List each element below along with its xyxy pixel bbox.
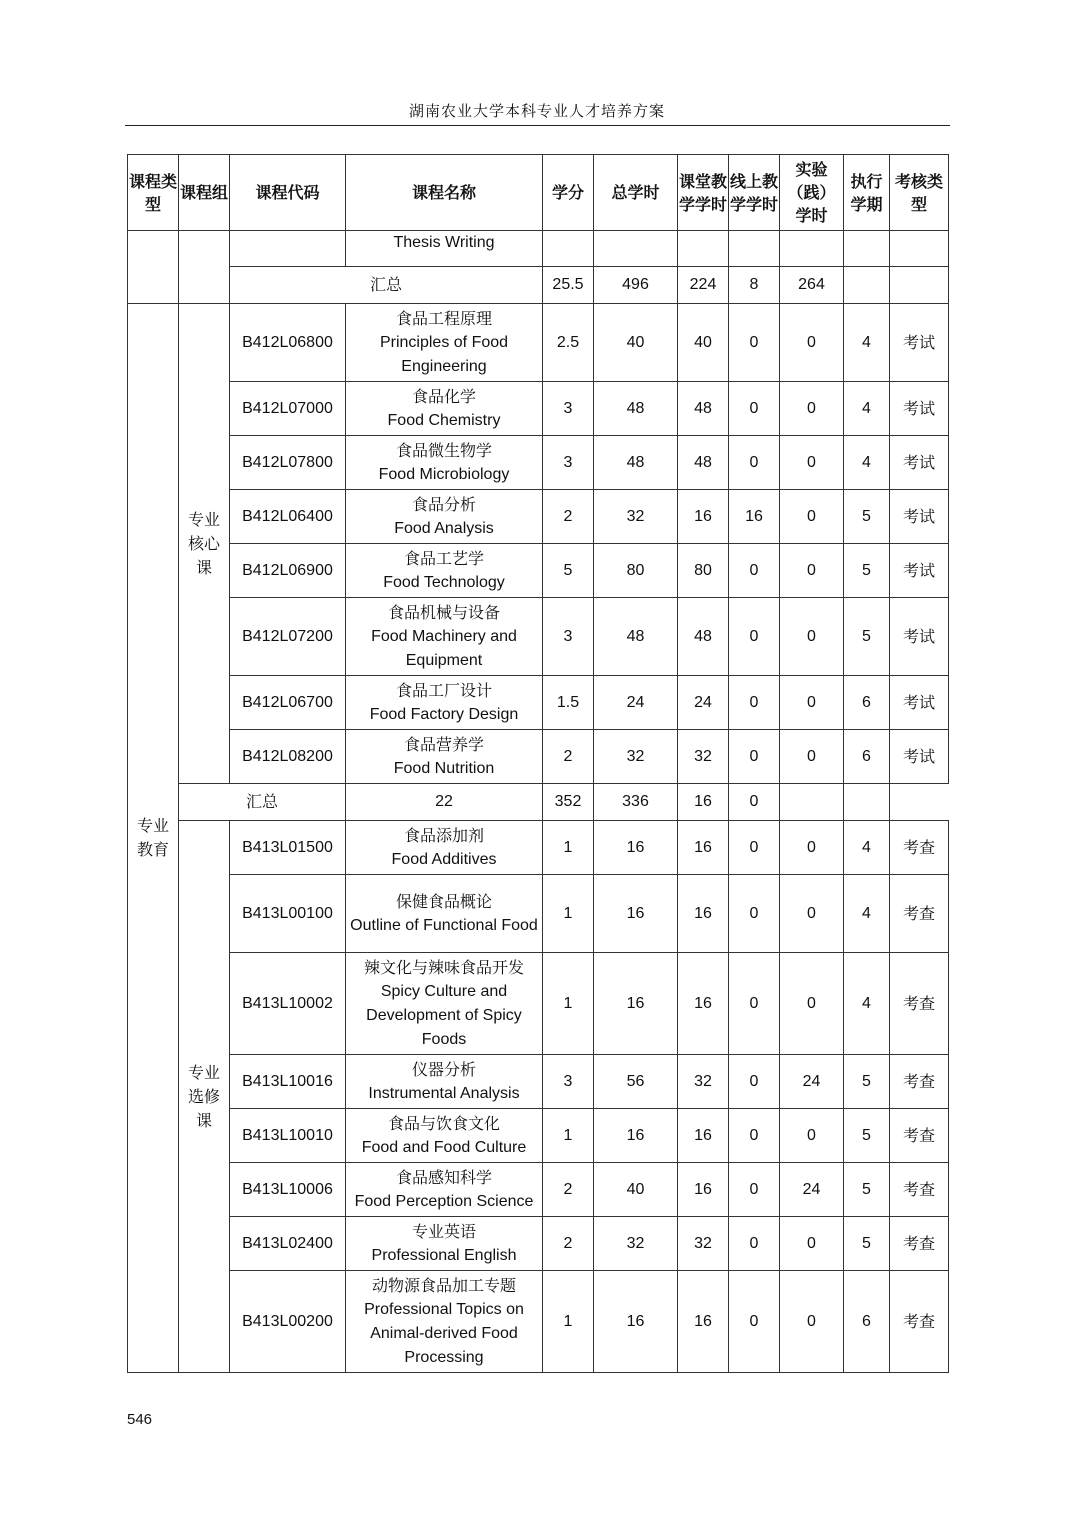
class-hours-cell: 32 — [678, 1217, 729, 1271]
course-code-cell: B413L10006 — [230, 1163, 346, 1217]
semester-cell: 5 — [844, 1163, 890, 1217]
course-name-cn: 辣文化与辣味食品开发 — [363, 957, 524, 977]
total-hours-cell: 16 — [594, 875, 678, 953]
course-name-cell — [346, 598, 543, 676]
summary-lab-hours: 264 — [780, 267, 844, 304]
course-name-cn: 食品添加剂 — [403, 825, 484, 845]
course-name-en: Professional Topics on Animal-derived Food Processing — [364, 1300, 524, 1366]
course-group-cell — [179, 304, 230, 784]
total-hours-cell: 40 — [594, 304, 678, 382]
course-code-cell: B412L07000 — [230, 382, 346, 436]
exam-type-cell: 考试 — [890, 730, 949, 784]
course-name-cn: 食品化学 — [411, 386, 476, 406]
exam-type-cell: 考查 — [890, 875, 949, 953]
total-hours-cell: 40 — [594, 1163, 678, 1217]
vertical-label-line: 课 — [195, 1110, 212, 1130]
course-type-cell — [128, 304, 179, 1373]
page-header-title: 湖南农业大学本科专业人才培养方案 — [408, 102, 665, 120]
class-hours-cell: 32 — [678, 730, 729, 784]
course-name-en: Food Additives — [391, 850, 497, 868]
class-hours-cell: 24 — [678, 676, 729, 730]
course-name-en: Food Technology — [383, 573, 505, 591]
credits-cell: 1 — [543, 1271, 594, 1373]
table-row — [128, 875, 949, 953]
credits-cell: 2.5 — [543, 304, 594, 382]
online-hours-cell: 0 — [729, 544, 780, 598]
course-name-cn: 食品营养学 — [403, 734, 484, 754]
vertical-label-line: 选修 — [187, 1086, 220, 1106]
summary-credits: 22 — [346, 784, 543, 821]
semester-cell: 6 — [844, 1271, 890, 1373]
online-hours-cell: 0 — [729, 676, 780, 730]
course-name-cn: 动物源食品加工专题 — [371, 1275, 516, 1295]
table-row — [128, 676, 949, 730]
header-class-hours: 课堂教学学时 — [678, 155, 729, 231]
course-code-cell: B413L10002 — [230, 953, 346, 1055]
exam-type-cell: 考试 — [890, 676, 949, 730]
semester-cell: 4 — [844, 382, 890, 436]
summary-empty-exam — [844, 784, 890, 821]
header-course-name: 课程名称 — [346, 155, 543, 231]
semester-cell: 4 — [844, 953, 890, 1055]
table-row — [128, 598, 949, 676]
total-hours-cell: 32 — [594, 490, 678, 544]
table-header-row — [128, 155, 949, 231]
prev-type-cell — [128, 231, 179, 304]
lab-hours-cell: 0 — [780, 304, 844, 382]
credits-cell: 3 — [543, 382, 594, 436]
prev-group-cell — [179, 231, 230, 304]
table-row — [128, 1163, 949, 1217]
header-online-hours: 线上教学学时 — [729, 155, 780, 231]
vertical-label-line: 教育 — [136, 840, 169, 859]
semester-cell: 6 — [844, 730, 890, 784]
empty-cell — [594, 231, 678, 267]
header-lab-hours: 实验（践）学时 — [780, 155, 844, 231]
total-hours-cell: 32 — [594, 730, 678, 784]
online-hours-cell: 0 — [729, 1217, 780, 1271]
exam-type-cell: 考试 — [890, 544, 949, 598]
course-plan-table — [127, 154, 949, 1373]
summary-empty-semester — [844, 267, 890, 304]
course-name-cell — [346, 304, 543, 382]
course-name-en: Food Nutrition — [393, 759, 495, 777]
total-hours-cell: 16 — [594, 1271, 678, 1373]
class-hours-cell: 16 — [678, 1109, 729, 1163]
header-semester: 执行学期 — [844, 155, 890, 231]
lab-hours-cell: 0 — [780, 821, 844, 875]
course-name-en: Food Microbiology — [378, 465, 510, 483]
course-name-cell — [346, 1163, 543, 1217]
course-name-en: Food Chemistry — [387, 411, 501, 429]
online-hours-cell: 0 — [729, 1271, 780, 1373]
course-name-cell — [346, 953, 543, 1055]
lab-hours-cell: 0 — [780, 730, 844, 784]
course-name-cell — [346, 875, 543, 953]
course-name-cell — [346, 1109, 543, 1163]
course-name-en: Principles of Food Engineering — [379, 333, 509, 375]
credits-cell: 2 — [543, 730, 594, 784]
online-hours-cell: 0 — [729, 875, 780, 953]
course-code-cell: B413L02400 — [230, 1217, 346, 1271]
semester-cell: 4 — [844, 821, 890, 875]
exam-type-cell: 考试 — [890, 304, 949, 382]
course-name-cn: 仪器分析 — [411, 1059, 476, 1079]
table-row — [128, 1055, 949, 1109]
table-row — [128, 231, 949, 267]
semester-cell: 5 — [844, 1217, 890, 1271]
credits-cell: 1 — [543, 953, 594, 1055]
online-hours-cell: 0 — [729, 1163, 780, 1217]
table-row — [128, 544, 949, 598]
header-exam-type: 考核类型 — [890, 155, 949, 231]
online-hours-cell: 0 — [729, 953, 780, 1055]
empty-cell — [678, 231, 729, 267]
total-hours-cell: 16 — [594, 953, 678, 1055]
lab-hours-cell: 0 — [780, 1271, 844, 1373]
course-name-cell — [346, 490, 543, 544]
table-row — [128, 730, 949, 784]
table-row — [128, 382, 949, 436]
table-row — [128, 1271, 949, 1373]
credits-cell: 1 — [543, 821, 594, 875]
class-hours-cell: 48 — [678, 598, 729, 676]
course-name-cn: 食品工程原理 — [395, 308, 492, 328]
course-code-cell: B412L07800 — [230, 436, 346, 490]
course-code-cell: B412L08200 — [230, 730, 346, 784]
credits-cell: 1 — [543, 1109, 594, 1163]
table-row — [128, 304, 949, 382]
course-code-cell: B412L07200 — [230, 598, 346, 676]
course-name-en: Instrumental Analysis — [368, 1084, 520, 1102]
semester-cell: 5 — [844, 544, 890, 598]
summary-online-hours: 8 — [729, 267, 780, 304]
course-name-cn: 食品与饮食文化 — [387, 1113, 500, 1133]
semester-cell: 4 — [844, 875, 890, 953]
class-hours-cell: 80 — [678, 544, 729, 598]
class-hours-cell: 16 — [678, 821, 729, 875]
exam-type-cell: 考查 — [890, 1055, 949, 1109]
prev-code-cell — [230, 231, 346, 267]
class-hours-cell: 16 — [678, 490, 729, 544]
credits-cell: 3 — [543, 436, 594, 490]
summary-lab-hours: 0 — [729, 784, 780, 821]
online-hours-cell: 0 — [729, 436, 780, 490]
empty-cell — [844, 231, 890, 267]
class-hours-cell: 48 — [678, 382, 729, 436]
online-hours-cell: 0 — [729, 382, 780, 436]
summary-online-hours: 16 — [678, 784, 729, 821]
course-name-cn: 食品工艺学 — [403, 548, 484, 568]
vertical-label-line: 专业 — [136, 816, 169, 835]
table-row — [128, 1217, 949, 1271]
lab-hours-cell: 0 — [780, 598, 844, 676]
lab-hours-cell: 0 — [780, 676, 844, 730]
lab-hours-cell: 0 — [780, 1109, 844, 1163]
empty-cell — [729, 231, 780, 267]
lab-hours-cell: 24 — [780, 1055, 844, 1109]
online-hours-cell: 16 — [729, 490, 780, 544]
exam-type-cell: 考查 — [890, 1163, 949, 1217]
summary-class-hours: 336 — [594, 784, 678, 821]
online-hours-cell: 0 — [729, 730, 780, 784]
course-name-cell — [346, 676, 543, 730]
summary-credits: 25.5 — [543, 267, 594, 304]
exam-type-cell: 考试 — [890, 436, 949, 490]
class-hours-cell: 16 — [678, 953, 729, 1055]
exam-type-cell: 考查 — [890, 1217, 949, 1271]
online-hours-cell: 0 — [729, 1109, 780, 1163]
summary-empty-exam — [890, 267, 949, 304]
course-name-en: Food Machinery and Equipment — [371, 627, 517, 669]
course-name-cn: 食品感知科学 — [395, 1167, 492, 1187]
header-course-type: 课程类型 — [128, 155, 179, 231]
online-hours-cell: 0 — [729, 821, 780, 875]
course-name-cn: 食品工厂设计 — [395, 680, 492, 700]
summary-label: 汇总 — [179, 784, 346, 821]
vertical-label-line: 专业 — [187, 509, 220, 529]
course-code-cell: B413L00100 — [230, 875, 346, 953]
course-name-cn: 食品微生物学 — [395, 440, 492, 460]
course-name-cn: 保健食品概论 — [395, 891, 492, 911]
header-total-hours: 总学时 — [594, 155, 678, 231]
table-row — [128, 1109, 949, 1163]
total-hours-cell: 48 — [594, 382, 678, 436]
course-name-cn: 专业英语 — [411, 1221, 476, 1241]
total-hours-cell: 24 — [594, 676, 678, 730]
header-course-group: 课程组 — [179, 155, 230, 231]
semester-cell: 5 — [844, 1109, 890, 1163]
course-name-cell — [346, 544, 543, 598]
empty-cell — [543, 231, 594, 267]
semester-cell: 4 — [844, 436, 890, 490]
summary-empty-semester — [780, 784, 844, 821]
total-hours-cell: 48 — [594, 598, 678, 676]
header-credits: 学分 — [543, 155, 594, 231]
total-hours-cell: 16 — [594, 1109, 678, 1163]
course-code-cell: B412L06700 — [230, 676, 346, 730]
class-hours-cell: 16 — [678, 1271, 729, 1373]
class-hours-cell: 16 — [678, 875, 729, 953]
lab-hours-cell: 0 — [780, 490, 844, 544]
course-name-en: Thesis Writing — [346, 231, 543, 267]
semester-cell: 6 — [844, 676, 890, 730]
header-course-code: 课程代码 — [230, 155, 346, 231]
summary-row — [128, 784, 949, 821]
class-hours-cell: 32 — [678, 1055, 729, 1109]
course-code-cell: B413L01500 — [230, 821, 346, 875]
credits-cell: 1 — [543, 875, 594, 953]
semester-cell: 5 — [844, 490, 890, 544]
vertical-label-line: 专业 — [187, 1062, 220, 1082]
course-name-cell — [346, 1217, 543, 1271]
exam-type-cell: 考试 — [890, 382, 949, 436]
course-name-en: Food Perception Science — [354, 1192, 534, 1210]
total-hours-cell: 16 — [594, 821, 678, 875]
exam-type-cell: 考试 — [890, 490, 949, 544]
lab-hours-cell: 24 — [780, 1163, 844, 1217]
online-hours-cell: 0 — [729, 1055, 780, 1109]
lab-hours-cell: 0 — [780, 436, 844, 490]
lab-hours-cell: 0 — [780, 1217, 844, 1271]
course-code-cell: B413L10016 — [230, 1055, 346, 1109]
course-name-en: Professional English — [371, 1246, 517, 1264]
online-hours-cell: 0 — [729, 598, 780, 676]
summary-total-hours: 496 — [594, 267, 678, 304]
course-name-cell — [346, 1055, 543, 1109]
course-code-cell: B413L10010 — [230, 1109, 346, 1163]
course-name-cn: 食品机械与设备 — [387, 602, 500, 622]
credits-cell: 2 — [543, 1217, 594, 1271]
table-body — [128, 231, 949, 1373]
table-row — [128, 953, 949, 1055]
lab-hours-cell: 0 — [780, 875, 844, 953]
credits-cell: 3 — [543, 1055, 594, 1109]
course-group-cell — [179, 821, 230, 1373]
online-hours-cell: 0 — [729, 304, 780, 382]
course-name-cn: 食品分析 — [411, 494, 476, 514]
credits-cell: 3 — [543, 598, 594, 676]
table-row — [128, 821, 949, 875]
total-hours-cell: 48 — [594, 436, 678, 490]
exam-type-cell: 考查 — [890, 953, 949, 1055]
page-number: 546 — [127, 1411, 153, 1428]
semester-cell: 5 — [844, 598, 890, 676]
empty-cell — [780, 231, 844, 267]
course-code-cell: B412L06800 — [230, 304, 346, 382]
lab-hours-cell: 0 — [780, 544, 844, 598]
course-name-cell — [346, 730, 543, 784]
table-row — [128, 436, 949, 490]
course-code-cell: B413L00200 — [230, 1271, 346, 1373]
class-hours-cell: 48 — [678, 436, 729, 490]
credits-cell: 1.5 — [543, 676, 594, 730]
exam-type-cell: 考试 — [890, 598, 949, 676]
class-hours-cell: 16 — [678, 1163, 729, 1217]
class-hours-cell: 40 — [678, 304, 729, 382]
semester-cell: 4 — [844, 304, 890, 382]
lab-hours-cell: 0 — [780, 382, 844, 436]
header-rule — [125, 125, 950, 126]
summary-label: 汇总 — [230, 267, 543, 304]
total-hours-cell: 56 — [594, 1055, 678, 1109]
summary-row — [128, 267, 949, 304]
course-name-cell — [346, 382, 543, 436]
course-name-cell — [346, 436, 543, 490]
course-name-en: Food and Food Culture — [361, 1138, 527, 1156]
empty-cell — [890, 231, 949, 267]
course-code-cell: B412L06400 — [230, 490, 346, 544]
total-hours-cell: 80 — [594, 544, 678, 598]
credits-cell: 5 — [543, 544, 594, 598]
summary-class-hours: 224 — [678, 267, 729, 304]
semester-cell: 5 — [844, 1055, 890, 1109]
course-name-en: Food Factory Design — [369, 705, 519, 723]
exam-type-cell: 考查 — [890, 1109, 949, 1163]
credits-cell: 2 — [543, 490, 594, 544]
vertical-label-line: 核心 — [187, 533, 220, 553]
exam-type-cell: 考查 — [890, 1271, 949, 1373]
summary-total-hours: 352 — [543, 784, 594, 821]
total-hours-cell: 32 — [594, 1217, 678, 1271]
course-name-en: Outline of Functional Food — [350, 916, 538, 934]
lab-hours-cell: 0 — [780, 953, 844, 1055]
credits-cell: 2 — [543, 1163, 594, 1217]
course-name-en: Food Analysis — [394, 519, 494, 537]
vertical-label-line: 课 — [195, 557, 212, 577]
course-name-cell — [346, 1271, 543, 1373]
course-code-cell: B412L06900 — [230, 544, 346, 598]
table-row — [128, 490, 949, 544]
course-name-cell — [346, 821, 543, 875]
course-name-en: Spicy Culture and Development of Spicy Foods — [366, 982, 522, 1048]
exam-type-cell: 考查 — [890, 821, 949, 875]
